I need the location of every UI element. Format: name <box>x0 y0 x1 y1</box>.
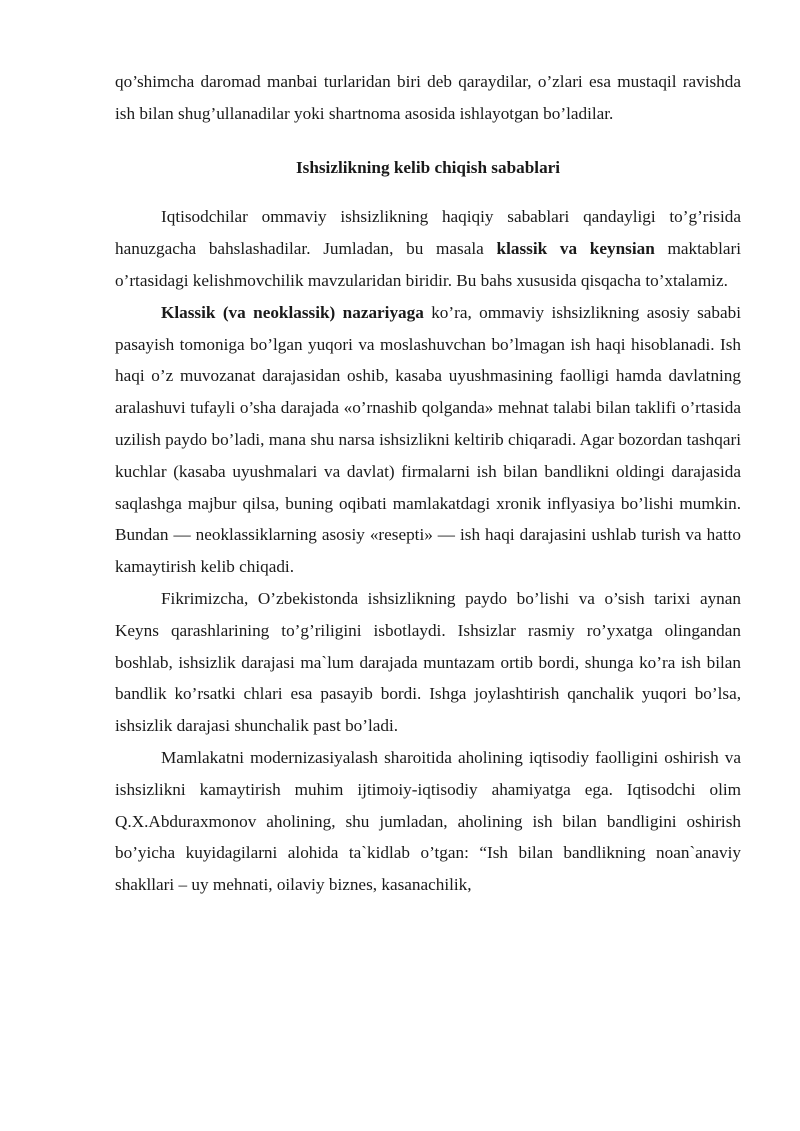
paragraph-2-bold: Klassik (va neoklassik) nazariyaga <box>161 302 424 322</box>
paragraph-1-text-c: maktablari o’rtasidagi kelishmovchilik mavzularidan biridir. Bu bahs xususida qisqacha to’xtalamiz. <box>115 239 741 290</box>
paragraph-1 <box>115 201 741 296</box>
paragraph-2 <box>115 297 741 583</box>
paragraph-intro: qo’shimcha daromad manbai turlaridan biri deb qaraydilar, o’zlari esa mustaqil ravishda ish bilan shug’ullanadilar yoki shartnoma asosida ishlayotgan bo’ladilar. <box>115 72 741 123</box>
paragraph-4: Mamlakatni modernizasiyalash sharoitida aholining iqtisodiy faolligini oshirish va ishsizlikni kamaytirish muhim ijtimoiy-iqtisodiy ahamiyatga ega. Iqtisodchi olim Q.X.Abduraxmonov aholining, shu jumladan, aholining ish bilan bandligini oshirish bo’yicha kuyidagilarni alohida ta`kidlab o’tgan: “Ish bilan bandlikning noan`anaviy shakllari – uy mehnati, oilaviy biznes, kasanachilik, <box>115 747 741 895</box>
paragraph-2-text: ko’ra, ommaviy ishsizlikning asosiy sababi pasayish tomoniga bo’lgan yuqori va moslashuvchan bo’lmagan ish haqi hisoblanadi. Ish haqi o’z muvozanat darajasidan oshib, kasaba uyushmasining faolligi hamda davlatning aralashuvi tufayli o’sha darajada «o’rnashib qolganda» mehnat talabi bilan taklifi o’rtasida uzilish paydo bo’ladi, mana shu narsa ishsizlikni keltirib chiqaradi. Agar bozordan tashqari kuchlar (kasaba uyushmalari va davlat) firmalarni ish bilan bandlikni oldingi darajasida saqlashga majbur qilsa, buning oqibati mamlakatdagi xronik inflyasiya bo’lishi mumkin. Bundan — neoklassiklarning asosiy «resepti» — ish haqi darajasini ushlab turish va hatto kamaytirish kelib chiqadi. <box>115 302 741 577</box>
paragraph-1-text-a: Iqtisodchilar ommaviy ishsizlikning haqiqiy sabablari qandayligi to’g’risida hanuzgacha bahslashadilar. Jumladan, bu masala <box>115 207 741 259</box>
paragraph-3: Fikrimizcha, O’zbekistonda ishsizlikning paydo bo’lishi va o’sish tarixi aynan Keyns qarashlarining to’g’riligini isbotlaydi. Ishsizlar rasmiy ro’yxatga olingandan boshlab, ishsizlik darajasi ma`lum darajada muntazam ortib bordi, shunga ko’ra ish bilan bandlik ko’rsatki chlari esa pasayib bordi. Ishga joylashtirish qanchalik yuqori bo’lsa, ishsizlik darajasi shunchalik past bo’ladi. <box>115 588 741 736</box>
paragraph-1-bold: klassik va keynsian <box>496 239 655 259</box>
document-page <box>115 66 741 901</box>
section-heading: Ishsizlikning kelib chiqish sabablari <box>295 157 561 177</box>
